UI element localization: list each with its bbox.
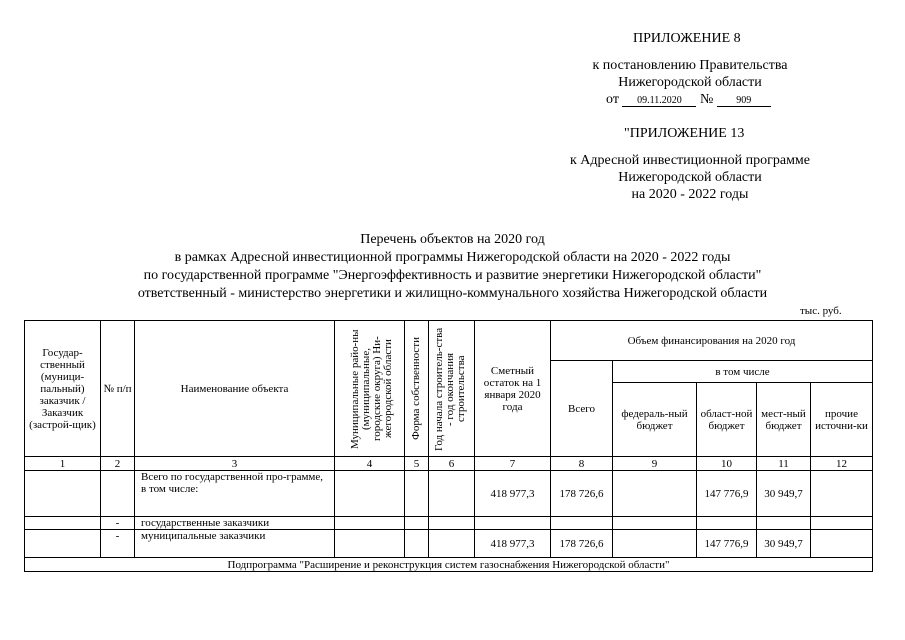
appendix-label: ПРИЛОЖЕНИЕ 8 xyxy=(633,31,741,46)
regional-header: област-ной бюджет xyxy=(697,383,757,457)
estimate-header: Сметный остаток на 1 января 2020 года xyxy=(475,321,551,457)
number-field: 909 xyxy=(717,95,771,107)
row-estimate: 418 977,3 xyxy=(475,471,551,517)
program-line1: к Адресной инвестиционной программе xyxy=(569,153,811,168)
col-number: 8 xyxy=(551,457,613,471)
row-federal xyxy=(613,530,697,558)
col-number: 3 xyxy=(135,457,335,471)
row-num: - xyxy=(101,517,135,530)
ownership-header: Форма собственности xyxy=(410,337,422,440)
resolution-line1: к постановлению Правительства xyxy=(592,58,788,73)
col-number: 4 xyxy=(335,457,405,471)
col-number: 11 xyxy=(757,457,811,471)
row-ownership xyxy=(405,517,429,530)
row-estimate: 418 977,3 xyxy=(475,530,551,558)
row-estimate xyxy=(475,517,551,530)
row-local xyxy=(757,517,811,530)
row-other xyxy=(811,471,873,517)
num-header: № п/п xyxy=(101,321,135,457)
objects-table xyxy=(24,320,873,572)
col-number: 9 xyxy=(613,457,697,471)
row-customer xyxy=(25,530,101,558)
districts-header: Муниципальные райо-ны (муниципальные, городские округа) Ни-жегородской области xyxy=(348,328,394,449)
title-line3: по государственной программе "Энергоэффективность и развитие энергетики Нижегородской области" xyxy=(143,268,762,283)
column-numbers-row xyxy=(25,457,873,471)
row-years xyxy=(429,530,475,558)
row-districts xyxy=(335,530,405,558)
row-name: Всего по государственной про-грамме, в том числе: xyxy=(135,471,335,517)
header-row-1 xyxy=(25,321,873,361)
program-line2: Нижегородской области xyxy=(618,170,762,185)
federal-header: федераль-ный бюджет xyxy=(613,383,697,457)
local-header: мест-ный бюджет xyxy=(757,383,811,457)
including-header: в том числе xyxy=(613,361,873,383)
subprogram-title: Подпрограмма "Расширение и реконструкция систем газоснабжения Нижегородской области" xyxy=(25,558,873,572)
years-header-cell xyxy=(429,321,475,457)
appendix13-label: "ПРИЛОЖЕНИЕ 13 xyxy=(624,126,745,141)
col-number: 2 xyxy=(101,457,135,471)
row-other xyxy=(811,517,873,530)
row-regional xyxy=(697,517,757,530)
units-label: тыс. руб. xyxy=(800,305,842,317)
row-federal xyxy=(613,471,697,517)
row-regional: 147 776,9 xyxy=(697,471,757,517)
row-years xyxy=(429,471,475,517)
row-ownership xyxy=(405,471,429,517)
customer-header: Государ-ственный (муници-пальный) заказчик / Заказчик (застрой-щик) xyxy=(25,321,101,457)
from-label: от xyxy=(606,92,619,107)
row-districts xyxy=(335,471,405,517)
row-total xyxy=(551,517,613,530)
other-header: прочие источни-ки xyxy=(811,383,873,457)
resolution-date-line xyxy=(606,92,771,108)
row-customer xyxy=(25,517,101,530)
total-header: Всего xyxy=(551,361,613,457)
col-number: 5 xyxy=(405,457,429,471)
row-total: 178 726,6 xyxy=(551,471,613,517)
program-line3: на 2020 - 2022 годы xyxy=(631,187,749,202)
name-header: Наименование объекта xyxy=(135,321,335,457)
col-number: 7 xyxy=(475,457,551,471)
row-other xyxy=(811,530,873,558)
row-customer xyxy=(25,471,101,517)
col-number: 1 xyxy=(25,457,101,471)
financing-header: Объем финансирования на 2020 год xyxy=(551,321,873,361)
row-name: государственные заказчики xyxy=(135,517,335,530)
col-number: 12 xyxy=(811,457,873,471)
col-number: 10 xyxy=(697,457,757,471)
row-districts xyxy=(335,517,405,530)
resolution-line2: Нижегородской области xyxy=(618,75,762,90)
row-local: 30 949,7 xyxy=(757,530,811,558)
row-total: 178 726,6 xyxy=(551,530,613,558)
subprogram-row xyxy=(25,558,873,572)
row-years xyxy=(429,517,475,530)
table-row xyxy=(25,517,873,530)
years-header: Год начала строитель-ства - год окончания строительства xyxy=(432,326,467,451)
districts-header-cell xyxy=(335,321,405,457)
title-line4: ответственный - министерство энергетики и жилищно-коммунального хозяйства Нижегородской области xyxy=(137,286,768,301)
ownership-header-cell xyxy=(405,321,429,457)
row-num: - xyxy=(101,530,135,558)
table-row xyxy=(25,471,873,517)
number-label: № xyxy=(699,92,714,107)
row-local: 30 949,7 xyxy=(757,471,811,517)
title-line1: Перечень объектов на 2020 год xyxy=(360,232,545,247)
date-field: 09.11.2020 xyxy=(622,95,696,107)
row-federal xyxy=(613,517,697,530)
title-line2: в рамках Адресной инвестиционной программы Нижегородской области на 2020 - 2022 годы xyxy=(174,250,731,265)
row-num xyxy=(101,471,135,517)
row-regional: 147 776,9 xyxy=(697,530,757,558)
row-name: муниципальные заказчики xyxy=(135,530,335,558)
col-number: 6 xyxy=(429,457,475,471)
table-row xyxy=(25,530,873,558)
row-ownership xyxy=(405,530,429,558)
